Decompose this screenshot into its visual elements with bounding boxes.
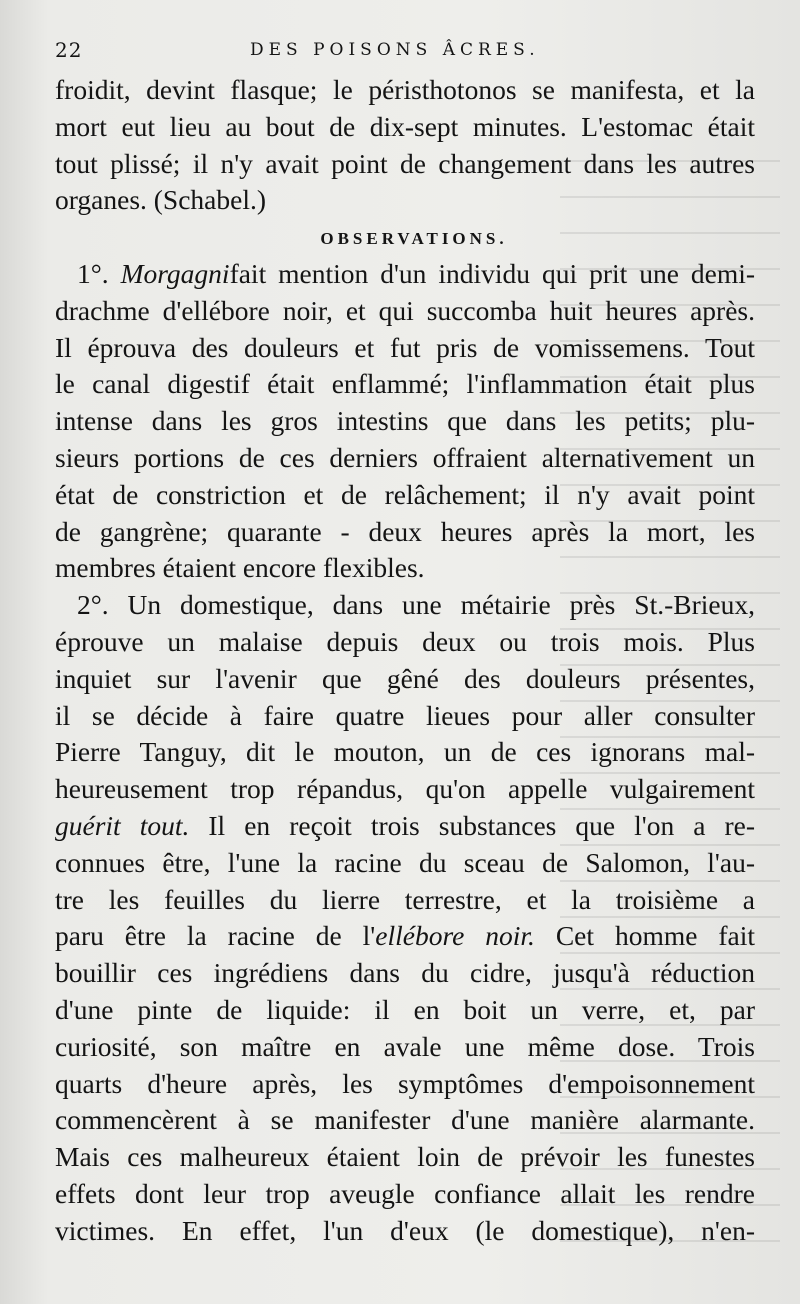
- text-line: [55, 845, 755, 882]
- text-line: [55, 955, 755, 992]
- text-segment: il se décide à faire quatre lieues pour aller consulter: [55, 699, 755, 731]
- text-segment: Pierre Tanguy, dit le mouton, un de ces ignorans mal-: [55, 736, 755, 768]
- text-segment: heureusement trop répandus, qu'on appelle vulgairement: [55, 773, 755, 805]
- text-segment: 2°. Un domestique, dans une métairie près St.-Brieux,: [77, 589, 755, 621]
- text-segment: Mais ces malheureux étaient loin de prévoir les funestes: [55, 1141, 755, 1173]
- text-segment: inquiet sur l'avenir que gêné des douleurs présentes,: [55, 662, 755, 694]
- text-segment: de gangrène; quarante - deux heures après la mort, les: [55, 515, 755, 547]
- text-segment: sieurs portions de ces derniers offraient alternativement un: [55, 441, 755, 473]
- italic-text: guérit tout.: [55, 809, 190, 841]
- text-line: [55, 918, 755, 955]
- text-line: [55, 1029, 755, 1066]
- text-line: [55, 587, 755, 624]
- text-segment: mort eut lieu au bout de dix-sept minutes. L'estomac était: [55, 110, 755, 142]
- text-segment: le canal digestif était enflammé; l'inflammation était plus: [55, 368, 755, 400]
- text-segment: victimes. En effet, l'un d'eux (le domestique), n'en-: [55, 1214, 755, 1246]
- text-line: [55, 109, 755, 146]
- text-segment: effets dont leur trop aveugle confiance allait les rendre: [55, 1177, 755, 1209]
- text-line: [55, 734, 755, 771]
- text-segment: Il en reçoit trois substances que l'on a re-: [189, 809, 755, 841]
- body-text: [55, 72, 755, 1250]
- text-line: [55, 1102, 755, 1139]
- text-line: [55, 366, 755, 403]
- text-line: [55, 182, 755, 219]
- text-segment: 1°.: [77, 257, 121, 289]
- text-line: [55, 330, 755, 367]
- text-segment: Il éprouva des douleurs et fut pris de vomissemens. Tout: [55, 331, 755, 363]
- text-line: [55, 72, 755, 109]
- text-segment: quarts d'heure après, les symptômes d'empoisonnement: [55, 1067, 755, 1099]
- text-line: [55, 624, 755, 661]
- running-title: DES POISONS ÂCRES.: [250, 40, 540, 60]
- text-line: [55, 146, 755, 183]
- text-segment: froidit, devint flasque; le péristhotonos se manifesta, et la: [55, 74, 755, 105]
- text-line: [55, 1213, 755, 1250]
- text-line: [55, 1139, 755, 1176]
- text-segment: tre les feuilles du lierre terrestre, et la troisième a: [55, 883, 755, 915]
- text-segment: curiosité, son maître en avale une même dose. Trois: [55, 1030, 755, 1062]
- text-segment: état de constriction et de relâchement; il n'y avait point: [55, 478, 755, 510]
- text-segment: bouillir ces ingrédiens dans du cidre, jusqu'à réduction: [55, 957, 755, 989]
- text-line: [55, 808, 755, 845]
- text-line: [55, 882, 755, 919]
- text-line: [55, 403, 755, 440]
- italic-text: ellébore noir.: [375, 920, 535, 952]
- text-segment: drachme d'ellébore noir, et qui succomba huit heures après.: [55, 294, 755, 326]
- text-segment: connues être, l'une la racine du sceau de Salomon, l'au-: [55, 846, 755, 878]
- text-line: [55, 698, 755, 735]
- section-heading: OBSERVATIONS.: [320, 229, 508, 249]
- text-line: [55, 992, 755, 1029]
- italic-text: Morgagni: [120, 257, 230, 289]
- text-segment: Cet homme fait: [534, 920, 756, 952]
- text-segment: fait mention d'un individu qui prit une demi-: [229, 257, 756, 289]
- text-line: [55, 1176, 755, 1213]
- text-line: [55, 550, 755, 587]
- text-segment: éprouve un malaise depuis deux ou trois mois. Plus: [55, 625, 755, 657]
- text-line: [55, 514, 755, 551]
- text-segment: membres étaient encore flexibles.: [55, 552, 425, 584]
- text-segment: intense dans les gros intestins que dans les petits; plu-: [55, 405, 755, 437]
- text-line: [55, 477, 755, 514]
- text-segment: commencèrent à se manifester d'une manière alarmante.: [55, 1104, 755, 1136]
- page-number: 22: [55, 38, 83, 62]
- page-header: [55, 38, 755, 68]
- text-segment: tout plissé; il n'y avait point de changement dans les autres: [55, 147, 755, 179]
- text-line: [55, 256, 755, 293]
- text-segment: d'une pinte de liquide: il en boit un verre, et, par: [55, 993, 755, 1025]
- text-line: [55, 661, 755, 698]
- text-segment: organes. (Schabel.): [55, 184, 267, 216]
- text-line: [55, 440, 755, 477]
- text-line: [55, 293, 755, 330]
- text-line: [55, 1066, 755, 1103]
- text-segment: paru être la racine de l': [55, 920, 376, 952]
- text-line: [55, 771, 755, 808]
